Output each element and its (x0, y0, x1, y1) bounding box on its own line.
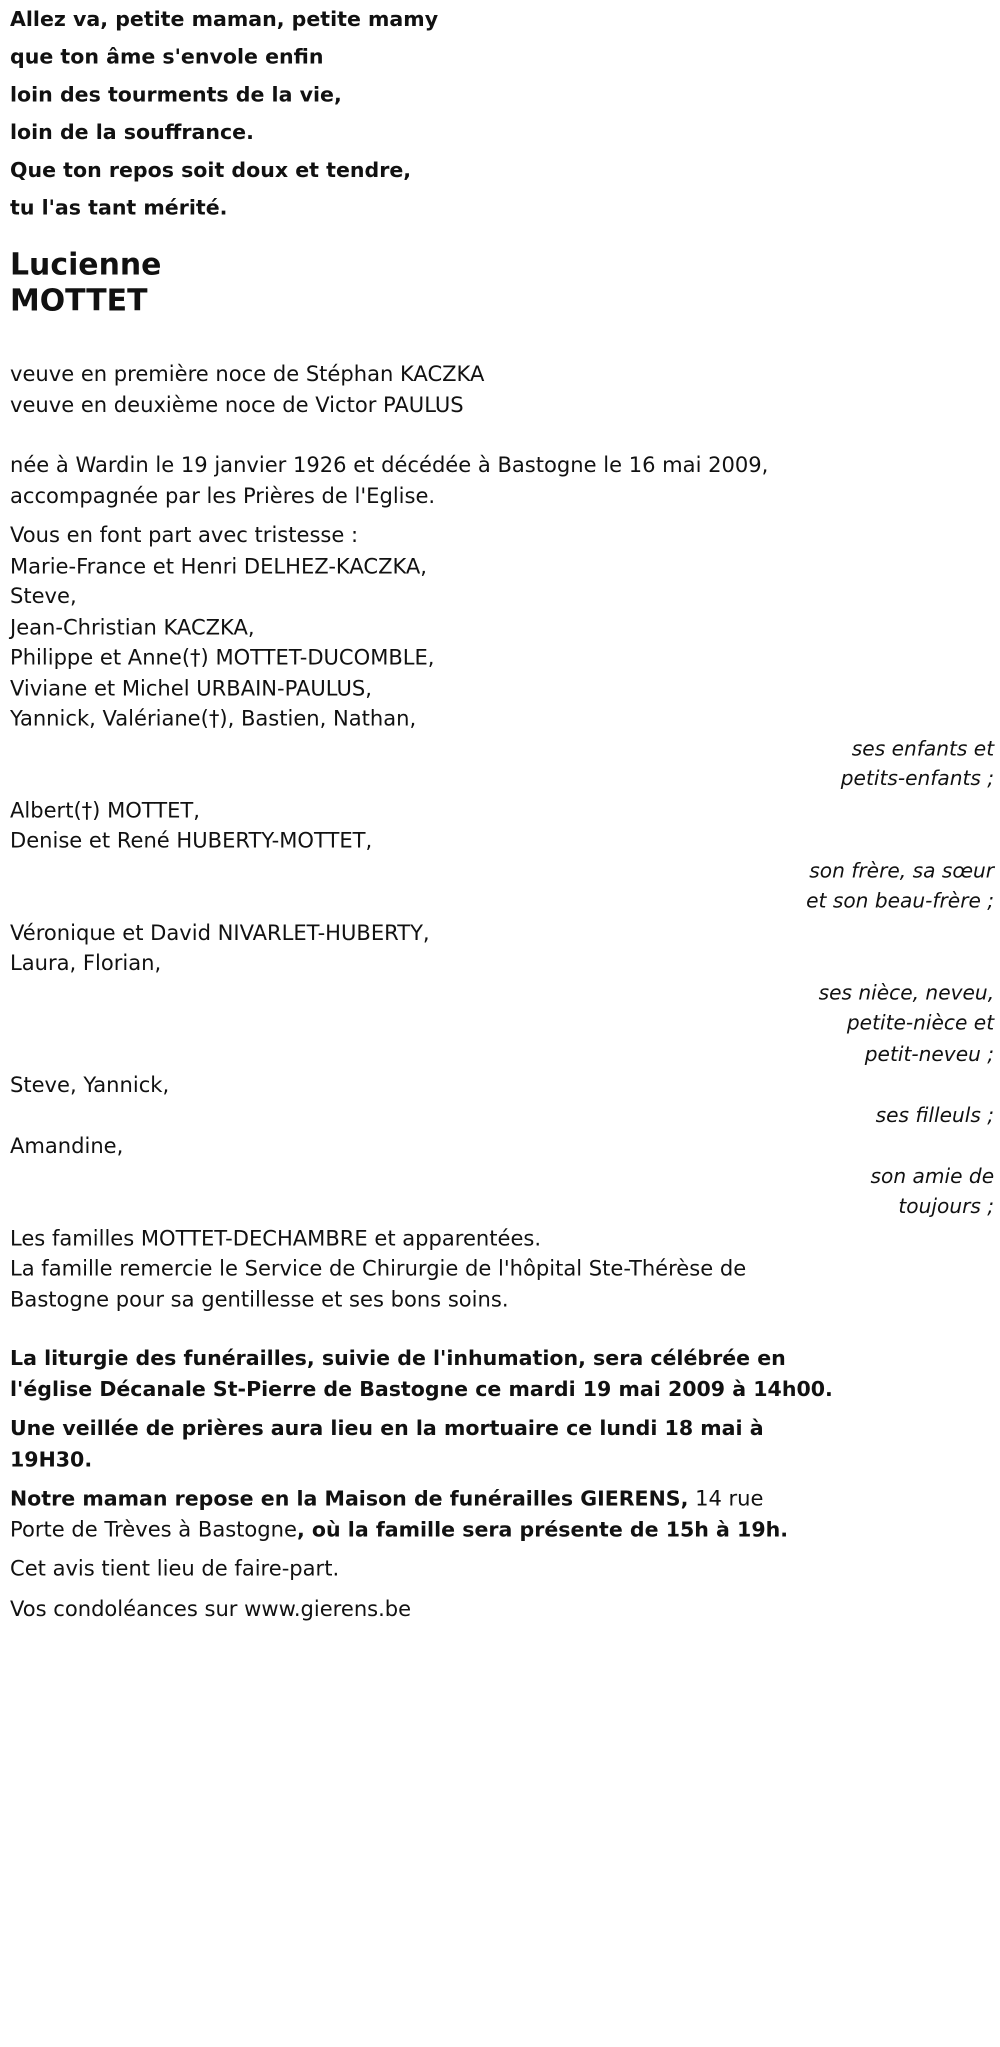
role-line: ses nièce, neveu, (818, 980, 995, 1005)
friend-role (10, 1162, 995, 1223)
children-role (10, 734, 995, 795)
liturgy-line: l'église Décanale St-Pierre de Bastogne ce mardi 19 mai 2009 à 14h00. (10, 1376, 833, 1401)
role-line: son amie de (870, 1164, 995, 1188)
notice (10, 1554, 995, 1585)
children-line: Viviane et Michel URBAIN-PAULUS, (10, 675, 372, 701)
role-line: et son beau-frère ; (806, 889, 995, 913)
nieces-role (10, 978, 995, 1070)
children-line: Philippe et Anne(†) MOTTET-DUCOMBLE, (10, 644, 435, 670)
thanks-line: La famille remercie le Service de Chirurgie de l'hôpital Ste-Thérèse de (10, 1255, 747, 1281)
last-name: MOTTET (10, 284, 148, 319)
rest-address-text: Porte de Trèves à Bastogne (10, 1516, 297, 1542)
godchildren-role (10, 1100, 995, 1131)
role-line: ses filleuls ; (875, 1103, 995, 1127)
rest-bold-text: Notre maman repose en la Maison de funérailles GIERENS, (10, 1485, 689, 1511)
rest-address-text: 14 rue (688, 1485, 764, 1511)
role-line: ses enfants et (851, 736, 995, 760)
children-line: Steve, (10, 583, 77, 609)
poem-line: Que ton repos soit doux et tendre, (10, 157, 412, 182)
condolences (10, 1593, 995, 1624)
role-line: petits-enfants ; (840, 767, 995, 791)
niece-line: Laura, Florian, (10, 950, 162, 975)
birth-death-line: née à Wardin le 19 janvier 1926 et décédée à Bastogne le 16 mai 2009, (10, 452, 769, 478)
deceased-name (10, 247, 995, 320)
children-line: Marie-France et Henri DELHEZ-KACZKA, (10, 553, 428, 578)
rest-info (10, 1483, 995, 1544)
friend (10, 1131, 995, 1162)
role-line: toujours ; (898, 1194, 995, 1219)
rest-line (10, 1514, 995, 1545)
liturgy-info (10, 1343, 995, 1404)
widow-line: veuve en deuxième noce de Victor PAULUS (10, 391, 464, 417)
vigil-info (10, 1413, 995, 1474)
poem-line: que ton âme s'envole enfin (10, 44, 324, 69)
birth-death-info (10, 450, 995, 511)
role-line: petite-nièce et (846, 1011, 995, 1035)
obituary-column (10, 0, 995, 1624)
liturgy-line: La liturgie des funérailles, suivie de l'inhumation, sera célébrée en (10, 1345, 786, 1371)
thanks-line: Bastogne pour sa gentillesse et ses bons soins. (10, 1286, 509, 1312)
widow-line: veuve en première noce de Stéphan KACZKA (10, 361, 485, 387)
poem-line: Allez va, petite maman, petite mamy (10, 6, 439, 32)
poem (10, 0, 995, 226)
notice-line: Cet avis tient lieu de faire-part. (10, 1556, 340, 1581)
first-name: Lucienne (10, 248, 162, 283)
rest-bold-text: , où la famille sera présente de 15h à 19h. (296, 1516, 789, 1542)
birth-death-line: accompagnée par les Prières de l'Eglise. (10, 482, 436, 508)
role-line: son frère, sa sœur (809, 858, 995, 883)
announcement (10, 520, 995, 734)
vigil-line: Une veillée de prières aura lieu en la mortuaire ce lundi 18 mai à (10, 1415, 764, 1441)
siblings-role (10, 856, 995, 917)
obituary-page (10, 0, 1000, 1624)
condolences-line: Vos condoléances sur www.gierens.be (10, 1595, 412, 1621)
siblings (10, 795, 995, 856)
sibling-line: Denise et René HUBERTY-MOTTET, (10, 828, 373, 853)
announcement-intro: Vous en font part avec tristesse : (10, 522, 359, 548)
sibling-line: Albert(†) MOTTET, (10, 797, 200, 823)
nieces (10, 917, 995, 978)
godchildren-line: Steve, Yannick, (10, 1072, 170, 1098)
poem-line: tu l'as tant mérité. (10, 195, 228, 220)
godchildren (10, 1070, 995, 1101)
children-line: Jean-Christian KACZKA, (10, 614, 255, 639)
widow-info (10, 359, 995, 420)
poem-line: loin des tourments de la vie, (10, 81, 342, 107)
families-line: Les familles MOTTET-DECHAMBRE et apparentées. (10, 1225, 542, 1250)
vigil-line: 19H30. (10, 1446, 93, 1471)
families-and-thanks (10, 1223, 995, 1315)
children-line: Yannick, Valériane(†), Bastien, Nathan, (10, 705, 417, 731)
role-line: petit-neveu ; (864, 1041, 995, 1066)
niece-line: Véronique et David NIVARLET-HUBERTY, (10, 919, 430, 945)
rest-line (10, 1483, 995, 1514)
poem-line: loin de la souffrance. (10, 119, 254, 145)
friend-line: Amandine, (10, 1133, 124, 1159)
